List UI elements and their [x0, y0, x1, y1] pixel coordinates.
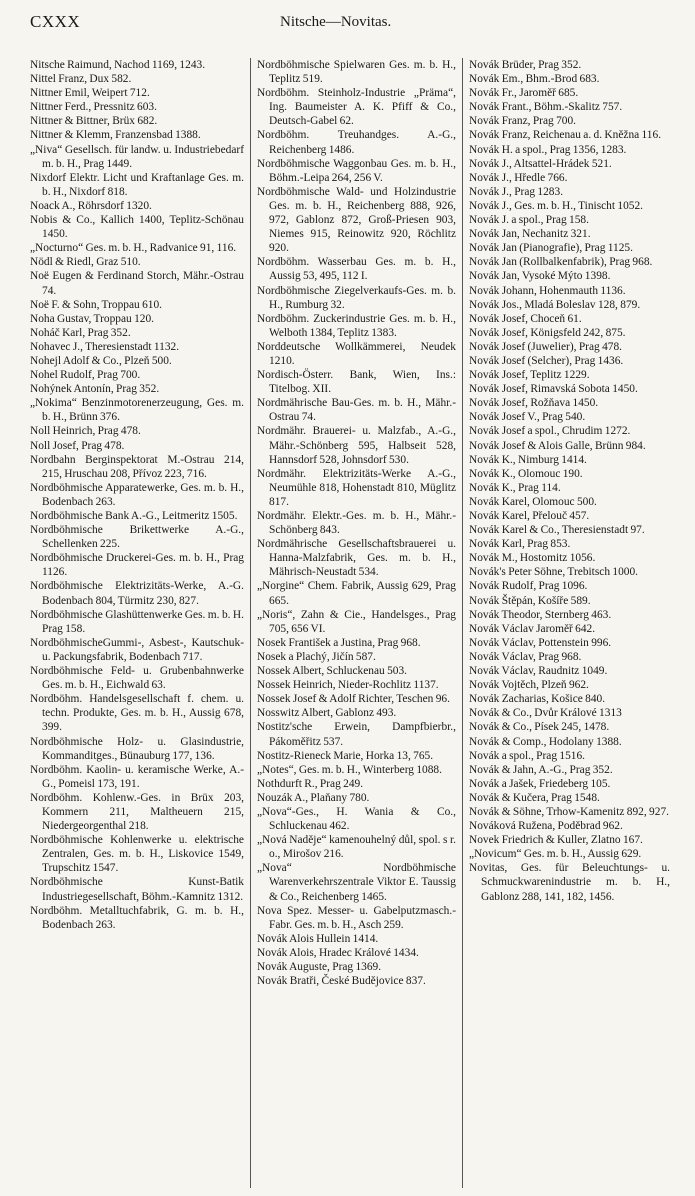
directory-entry: Novák & Co., Dvůr Králové 1313	[469, 707, 622, 720]
directory-entry: Novák Václav, Pottenstein 996.	[469, 636, 612, 649]
directory-entry: Nordböhmische Elektrizitäts-Werke, A.-G. Bodenbach 804, Türmitz 230, 827.	[30, 580, 244, 607]
directory-entry: Nordböhmische Druckerei-Ges. m. b. H., Prag 1126.	[30, 552, 244, 579]
directory-entry: Nitsche Raimund, Nachod 1169, 1243.	[30, 59, 206, 71]
directory-entry: Novák Josef, Teplitz 1229.	[469, 369, 590, 382]
directory-entry: Novák Theodor, Sternberg 463.	[469, 608, 612, 621]
directory-entry: Nothdurft R., Prag 249.	[257, 777, 364, 790]
directory-entry: Nordböhmische Waggonbau Ges. m. b. H., Böhm.-Leipa 264, 256 V.	[257, 157, 456, 184]
directory-entry: Novák Josef (Juwelier), Prag 478.	[469, 340, 623, 353]
directory-entry: Novák K., Prag 114.	[469, 481, 561, 494]
directory-entry: Noll Josef, Prag 478.	[30, 439, 125, 452]
directory-entry: Novek Friedrich & Kuller, Zlatno 167.	[469, 834, 643, 847]
directory-entry: Nordböhm. Handelsgesellschaft f. chem. u. techn. Produkte, Ges. m. b. H., Aussig 678, 399.	[30, 693, 244, 734]
directory-entry: Novák Jan (Pianografie), Prag 1125.	[469, 242, 633, 255]
directory-entry: Novák & Söhne, Trhow-Kamenitz 892, 927.	[469, 805, 669, 818]
directory-entry: „Notes“, Ges. m. b. H., Winterberg 1088.	[257, 763, 442, 776]
directory-entry: Novák Josef, Rimavská Sobota 1450.	[469, 383, 638, 396]
directory-entry: Novák Josef & Alois Galle, Brünn 984.	[469, 439, 646, 452]
directory-entry: Nováková Ružena, Poděbrad 962.	[469, 820, 623, 833]
directory-entry: Novák Josef V., Prag 540.	[469, 411, 586, 424]
directory-entry: Novák Karel, Olomouc 500.	[469, 495, 597, 508]
directory-entry: Novák J., Prag 1283.	[469, 185, 564, 198]
directory-entry: Novák Jan (Rollbalkenfabrik), Prag 968.	[469, 256, 653, 269]
directory-entry: Novák Auguste, Prag 1369.	[257, 961, 382, 973]
directory-entry: Nossek Heinrich, Nieder-Rochlitz 1137.	[257, 679, 439, 692]
directory-entry: Nordbahn Berginspektorat M.-Ostrau 214, 215, Hruschau 208, Přívoz 223, 716.	[30, 453, 244, 480]
directory-entry: „Niva“ Gesellsch. für landw. u. Industriebedarf m. b. H., Prag 1449.	[30, 143, 244, 170]
directory-entry: Nordböhm. Steinholz-Industrie „Prämа“, Ing. Baumeister A. K. Pfiff & Co., Deutsch-Gabel 62.	[257, 87, 456, 128]
directory-entry: „Nova“ Nordböhmische Warenverkehrszentrale Viktor E. Taussig & Co., Reichenberg 1465.	[257, 862, 456, 903]
directory-entry: Nosswitz Albert, Gablonz 493.	[257, 707, 397, 720]
running-title: Nitsche—Novitas.	[280, 14, 392, 30]
directory-entry: Novák M., Hostomitz 1056.	[469, 552, 596, 565]
directory-entry: Novák Rudolf, Prag 1096.	[469, 580, 588, 593]
directory-entry: Novák Bratři, České Budějovice 837.	[257, 975, 426, 988]
directory-entry: Novák Václav, Prag 968.	[469, 650, 582, 663]
directory-entry: Novák Josef, Königsfeld 242, 875.	[469, 326, 626, 339]
directory-entry: Novák a spol., Prag 1516.	[469, 749, 586, 762]
directory-entry: Novák Alois, Hradec Králové 1434.	[257, 946, 419, 959]
directory-entry: Nordböhm. Wasserbau Ges. m. b. H., Aussig 53, 495, 112 I.	[257, 256, 456, 283]
directory-entry: Novák Josef a spol., Chrudim 1272.	[469, 425, 631, 438]
directory-entry: Novák Johann, Hohenmauth 1136.	[469, 284, 626, 297]
directory-entry: Nittner & Bittner, Brüx 682.	[30, 115, 158, 128]
directory-entry: Nosek František a Justina, Prag 968.	[257, 636, 421, 649]
column-2	[250, 58, 462, 1188]
directory-entry: Nordmähr. Elektr.-Ges. m. b. H., Mähr.-Schönberg 843.	[257, 510, 456, 537]
directory-entry: Novák J., Hředle 766.	[469, 171, 568, 184]
directory-entry: Novák Fr., Jaroměř 685.	[469, 87, 579, 100]
directory-entry: Novák Josef, Rožňava 1450.	[469, 397, 599, 410]
directory-entry: Novák Josef, Choceň 61.	[469, 312, 582, 325]
page-number: CXXX	[30, 12, 81, 31]
directory-entry: Nittner Emil, Weipert 712.	[30, 87, 150, 100]
directory-entry: Novák Josef (Selcher), Prag 1436.	[469, 354, 624, 367]
directory-entry: Nittner Ferd., Pressnitz 603.	[30, 101, 157, 114]
directory-entry: Nosek a Plachý, Jičín 587.	[257, 650, 376, 663]
directory-entry: Nohavec J., Theresienstadt 1132.	[30, 340, 180, 353]
directory-entry: Noháč Karl, Prag 352.	[30, 326, 131, 339]
directory-entry: Nordböhm. Kohlenw.-Ges. in Brüx 203, Kommern 211, Maltheuern 215, Niedergeorgenthal 218.	[30, 791, 244, 833]
directory-entry: Nittner & Klemm, Franzensbad 1388.	[30, 129, 201, 142]
directory-entry: Novák Štěpán, Košíře 589.	[469, 594, 591, 607]
directory-entry: Noë F. & Sohn, Troppau 610.	[30, 298, 163, 311]
directory-entry: Novák Franz, Prag 700.	[469, 115, 577, 128]
directory-entry: Novák & Kučera, Prag 1548.	[469, 791, 600, 804]
directory-entry: Novák Alois Hullein 1414.	[257, 932, 379, 945]
directory-entry: Nordböhmische Apparatewerke, Ges. m. b. H., Bodenbach 263.	[30, 481, 244, 508]
directory-entry: Novák Vojtěch, Plzeň 962.	[469, 679, 589, 692]
directory-entry: Novák Zacharias, Košice 840.	[469, 693, 606, 706]
directory-columns	[30, 58, 670, 1188]
directory-entry: Nordböhmische Brikettwerke A.-G., Schellenken 225.	[30, 524, 244, 551]
column-3	[462, 58, 670, 1188]
directory-entry: Novák H. a spol., Prag 1356, 1283.	[469, 143, 627, 156]
directory-entry: Nordböhmische Glashüttenwerke Ges. m. b. H. Prag 158.	[30, 608, 244, 635]
directory-entry: Novák J., Ges. m. b. H., Tinischt 1052.	[469, 199, 644, 212]
directory-entry: Nordmährische Gesellschaftsbrauerei u. Hanna-Malzfabrik, Ges. m. b. H., Mährisch-Neustadt 534.	[257, 538, 456, 579]
directory-entry: Nordböhmische Bank A.-G., Leitmeritz 1505.	[30, 510, 238, 522]
directory-entry: NordböhmischeGummi-, Asbest-, Kautschuk- u. Packungsfabrik, Bodenbach 717.	[30, 636, 244, 663]
directory-entry: Novák Jan, Nechanitz 321.	[469, 228, 591, 241]
directory-entry: „Norgine“ Chem. Fabrik, Aussig 629, Prag 665.	[257, 580, 456, 607]
directory-entry: Novitas, Ges. für Beleuchtungs- u. Schmuckwarenindustrie m. b. H., Gablonz 288, 141, 182, 1456.	[469, 862, 670, 903]
directory-entry: Novák's Peter Söhne, Trebitsch 1000.	[469, 566, 639, 579]
directory-entry: „Nocturno“ Ges. m. b. H., Radvanice 91, 116.	[30, 242, 237, 255]
directory-entry: Nohýnek Antonín, Prag 352.	[30, 383, 160, 396]
directory-entry: Novák Franz, Reichenau a. d. Kněžna 116.	[469, 129, 662, 142]
directory-entry: Nordböhm. Zuckerindustrie Ges. m. b. H., Welboth 1384, Teplitz 1383.	[257, 312, 456, 339]
directory-entry: Novák Karl, Prag 853.	[469, 538, 571, 551]
column-1	[30, 58, 250, 1188]
directory-entry: Nohejl Adolf & Co., Plzeň 500.	[30, 354, 172, 367]
directory-entry: Nordböhm. Treuhandges. A.-G., Reichenberg 1486.	[257, 129, 456, 156]
directory-entry: Novák Frant., Böhm.-Skalitz 757.	[469, 101, 623, 114]
directory-entry: Novák & Jahn, A.-G., Prag 352.	[469, 763, 613, 776]
directory-entry: Nordböhmische Spielwaren Ges. m. b. H., Teplitz 519.	[257, 59, 456, 86]
directory-entry: „Novicum“ Ges. m. b. H., Aussig 629.	[469, 848, 642, 861]
directory-entry: Nordmähr. Elektrizitäts-Werke A.-G., Neumühle 818, Hohenstadt 810, Müglitz 817.	[257, 467, 456, 508]
directory-entry: Novák K., Nimburg 1414.	[469, 453, 587, 466]
directory-entry: Noha Gustav, Troppau 120.	[30, 312, 155, 325]
directory-entry: Nordböhm. Metalltuchfabrik, G. m. b. H., Bodenbach 263.	[30, 904, 244, 931]
directory-entry: Noë Eugen & Ferdinand Storch, Mähr.-Ostrau 74.	[30, 270, 244, 297]
directory-entry: Novák Václav, Raudnitz 1049.	[469, 665, 608, 678]
directory-entry: Nordmähr. Brauerei- u. Malzfab., A.-G., Mähr.-Schönberg 595, Halbseit 528, Hannsdorf 528, Johnsdorf 530.	[257, 425, 456, 466]
directory-entry: Nordböhmische Kohlenwerke u. elektrische Zentralen, Ges. m. b. H., Liskovice 1549, Trupschitz 1547.	[30, 834, 244, 875]
directory-entry: Novák K., Olomouc 190.	[469, 467, 583, 480]
directory-entry: „Noris“, Zahn & Cie., Handelsges., Prag 705, 656 VI.	[257, 608, 456, 635]
directory-entry: Nittel Franz, Dux 582.	[30, 73, 132, 86]
directory-entry: Nordböhmische Feld- u. Grubenbahnwerke Ges. m. b. H., Eichwald 63.	[30, 665, 244, 692]
directory-entry: Nossek Josef & Adolf Richter, Teschen 96.	[257, 693, 450, 706]
directory-entry: Nödl & Riedl, Graz 510.	[30, 256, 141, 269]
directory-entry: Novák Václav Jaroměř 642.	[469, 622, 596, 635]
directory-entry: Novák Brüder, Prag 352.	[469, 59, 582, 71]
directory-entry: Nordisch-Österr. Bank, Wien, Ins.: Titelbog. XII.	[257, 369, 456, 396]
directory-entry: Novák Jan, Vysoké Mýto 1398.	[469, 270, 611, 283]
directory-entry: Nouzák A., Plaňany 780.	[257, 791, 370, 804]
directory-entry: Novák Em., Bhm.-Brod 683.	[469, 73, 600, 86]
directory-entry: Nostitz-Rieneck Marie, Horka 13, 765.	[257, 749, 434, 762]
directory-entry: Novák Karel, Přelouč 457.	[469, 510, 590, 522]
directory-entry: Nostitz'sche Erwein, Dampfbierbr., Pákoměřitz 537.	[257, 721, 456, 748]
directory-entry: Nossek Albert, Schluckenau 503.	[257, 665, 408, 678]
directory-entry: Noll Heinrich, Prag 478.	[30, 425, 141, 438]
directory-entry: Nordmährische Bau-Ges. m. b. H., Mähr.-Ostrau 74.	[257, 397, 456, 424]
directory-entry: Nordböhmische Wald- und Holzindustrie Ges. m. b. H., Reichenberg 888, 926, 972, Gablonz 872, Groß-Priesen 903, Niemes 915, Reinowitz 920, Röchlitz 920.	[257, 185, 456, 255]
directory-entry: Nordböhmische Ziegelverkaufs-Ges. m. b. H., Rumburg 32.	[257, 284, 456, 311]
directory-entry: Novák Karel & Co., Theresienstadt 97.	[469, 524, 645, 537]
directory-entry: Nixdorf Elektr. Licht und Kraftanlage Ges. m. b. H., Nixdorf 818.	[30, 171, 244, 198]
directory-entry: Novák J., Altsattel-Hrádek 521.	[469, 157, 612, 170]
directory-entry: Novák Jos., Mladá Boleslav 128, 879.	[469, 298, 641, 311]
directory-entry: Nova Spez. Messer- u. Gabelputzmasch.-Fabr. Ges. m. b. H., Asch 259.	[257, 904, 456, 931]
directory-entry: Nordböhmische Holz- u. Glasindustrie, Kommanditges., Bünauburg 177, 136.	[30, 735, 244, 762]
directory-entry: Novák a Jašek, Friedeberg 105.	[469, 777, 611, 790]
directory-entry: Nohel Rudolf, Prag 700.	[30, 369, 141, 382]
directory-entry: Norddeutsche Wollkämmerei, Neudek 1210.	[257, 340, 456, 367]
directory-entry: „Nokima“ Benzinmotorenerzeugung, Ges. m. b. H., Brünn 376.	[30, 397, 244, 424]
directory-entry: Novák & Comp., Hodolany 1388.	[469, 735, 622, 748]
directory-entry: Novák J. a spol., Prag 158.	[469, 214, 589, 227]
page-header	[30, 12, 665, 38]
directory-entry: Nobis & Co., Kallich 1400, Teplitz-Schönau 1450.	[30, 214, 244, 241]
directory-entry: „Nová Naděje“ kamenouhelný důl, spol. s r. o., Mirošov 216.	[257, 834, 456, 861]
directory-entry: Nordböhmische Kunst-Batik Industriegesellschaft, Böhm.-Kamnitz 1312.	[30, 876, 244, 903]
directory-entry: „Nova“-Ges., H. Wania & Co., Schluckenau 462.	[257, 805, 456, 833]
directory-entry: Novák & Co., Písek 245, 1478.	[469, 721, 610, 734]
directory-entry: Nordböhm. Kaolin- u. keramische Werke, A.-G., Pomeisl 173, 191.	[30, 763, 244, 790]
directory-entry: Noack A., Röhrsdorf 1320.	[30, 199, 152, 212]
